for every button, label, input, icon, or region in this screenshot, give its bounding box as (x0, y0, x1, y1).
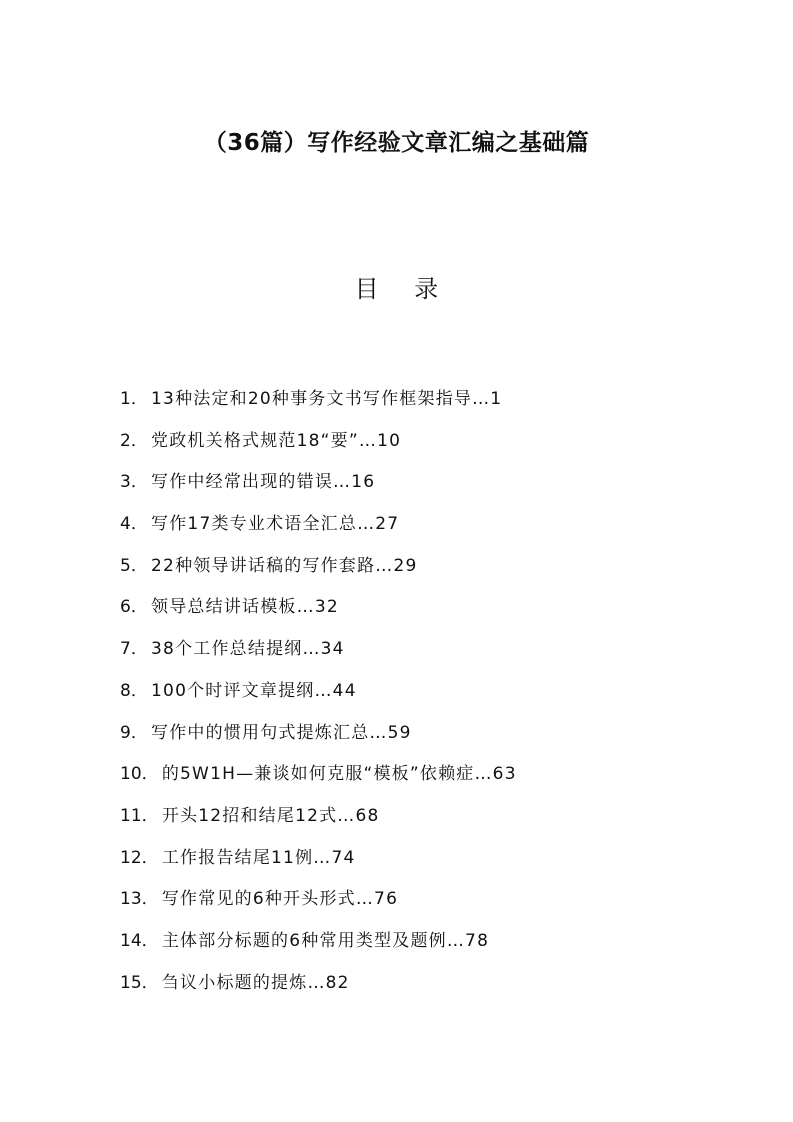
toc-item-text: 工作报告结尾11例…74 (161, 847, 356, 868)
toc-item-text: 主体部分标题的6种常用类型及题例…78 (161, 930, 490, 951)
toc-item[interactable]: 15． 刍议小标题的提炼…82 (120, 972, 350, 993)
toc-item-number: 3 (120, 472, 131, 493)
toc-item-number: 10 (120, 764, 142, 785)
toc-item[interactable]: 13． 写作常见的6种开头形式…76 (120, 889, 399, 910)
toc-item-number: 8 (120, 680, 131, 701)
toc-item[interactable]: 4． 写作17类专业术语全汇总…27 (120, 514, 400, 535)
toc-item-number: 14 (120, 930, 142, 951)
toc-item-text: 党政机关格式规范18“要”…10 (151, 430, 402, 451)
toc-item-text: 写作17类专业术语全汇总…27 (151, 514, 400, 535)
toc-item-number: 5 (120, 555, 131, 576)
toc-item-number: 4 (120, 514, 131, 535)
toc-item-number: 2 (120, 430, 131, 451)
toc-list (120, 385, 740, 1010)
toc-item-text: 的5W1H—兼谈如何克服“模板”依赖症…63 (161, 764, 517, 785)
toc-item[interactable]: 7． 38个工作总结提纲…34 (120, 639, 345, 660)
document-title: （36篇）写作经验文章汇编之基础篇 (203, 130, 590, 156)
toc-item-number: 6 (120, 597, 131, 618)
toc-item-text: 写作中的惯用句式提炼汇总…59 (151, 722, 412, 743)
toc-item[interactable]: 6． 领导总结讲话模板…32 (120, 597, 339, 618)
toc-item-number: 13 (120, 889, 142, 910)
toc-item-number: 9 (120, 722, 131, 743)
toc-item[interactable]: 14． 主体部分标题的6种常用类型及题例…78 (120, 930, 490, 951)
toc-item-number: 12 (120, 847, 142, 868)
toc-item-text: 写作中经常出现的错误…16 (151, 472, 376, 493)
toc-item[interactable]: 10． 的5W1H—兼谈如何克服“模板”依赖症…63 (120, 764, 517, 785)
toc-item[interactable]: 2． 党政机关格式规范18“要”…10 (120, 430, 402, 451)
toc-item-number: 11 (120, 805, 142, 826)
toc-item[interactable]: 11． 开头12招和结尾12式…68 (120, 805, 380, 826)
toc-item[interactable]: 8． 100个时评文章提纲…44 (120, 680, 357, 701)
toc-item[interactable]: 9． 写作中的惯用句式提炼汇总…59 (120, 722, 412, 743)
toc-item-number: 7 (120, 639, 131, 660)
toc-item-text: 写作常见的6种开头形式…76 (161, 889, 399, 910)
toc-item-text: 领导总结讲话模板…32 (151, 597, 339, 618)
toc-item-number: 15 (120, 972, 142, 993)
toc-item-text: 100个时评文章提纲…44 (151, 680, 357, 701)
toc-item-text: 刍议小标题的提炼…82 (161, 972, 350, 993)
toc-item[interactable]: 3． 写作中经常出现的错误…16 (120, 472, 376, 493)
toc-item-text: 38个工作总结提纲…34 (151, 639, 345, 660)
toc-item-text: 22种领导讲话稿的写作套路…29 (151, 555, 418, 576)
toc-item-text: 13种法定和20种事务文书写作框架指导…1 (151, 389, 503, 409)
toc-item[interactable]: 5． 22种领导讲话稿的写作套路…29 (120, 555, 418, 576)
toc-item[interactable]: 1． 13种法定和20种事务文书写作框架指导…1 (120, 389, 503, 409)
toc-item-text: 开头12招和结尾12式…68 (161, 805, 380, 826)
toc-heading: 目 录 (354, 275, 453, 303)
toc-item-number: 1 (120, 389, 131, 409)
toc-item[interactable]: 12． 工作报告结尾11例…74 (120, 847, 356, 868)
